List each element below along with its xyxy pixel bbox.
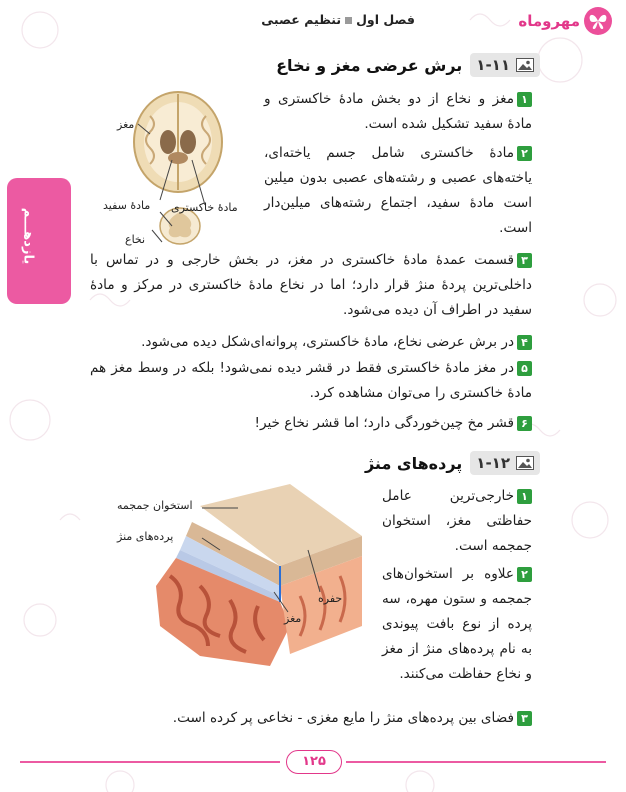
item-text: در برش عرضی نخاع، مادهٔ خاکستری، پروانه‌ای‌شکل دیده می‌شود. xyxy=(141,334,514,350)
brand-logo xyxy=(518,7,612,35)
item-text: قشر مخ چین‌خوردگی دارد؛ اما قشر نخاع خیر! xyxy=(254,415,514,431)
s1-item-5 xyxy=(90,356,532,406)
page-number: ۱۲۵ xyxy=(286,750,342,774)
label-meninges: پرده‌های منژ xyxy=(117,530,174,543)
s1-item-1 xyxy=(264,87,532,137)
figure-2-leader-lines xyxy=(180,500,343,630)
header-brand xyxy=(518,6,612,36)
footer-line-left xyxy=(20,761,280,763)
s2-item-2 xyxy=(382,562,532,687)
section-heading-1 xyxy=(276,53,540,77)
section-number-box xyxy=(470,451,540,475)
item-text: فضای بین پرده‌های منژ را مایع مغزی - نخاعی پر کرده است. xyxy=(172,710,514,726)
label-cavity: حفره xyxy=(318,592,343,605)
item-number-badge: ۲ xyxy=(517,567,532,582)
item-text: مغز و نخاع از دو بخش مادهٔ خاکستری و مادهٔ سفید تشکیل شده است. xyxy=(264,91,532,132)
brand-name: مهروماه xyxy=(518,12,580,30)
label-brain-2: مغز xyxy=(284,612,302,625)
s1-item-6 xyxy=(90,411,532,436)
breadcrumb xyxy=(215,12,415,27)
item-number-badge: ۶ xyxy=(517,416,532,431)
label-brain: مغز xyxy=(117,118,135,131)
s2-item-1 xyxy=(382,484,532,559)
footer-line-right xyxy=(346,761,606,763)
breadcrumb-separator-icon xyxy=(345,17,352,24)
item-number-badge: ۲ xyxy=(517,146,532,161)
s2-item-3 xyxy=(90,706,532,731)
s1-item-4 xyxy=(90,330,532,355)
item-number-badge: ۳ xyxy=(517,253,532,268)
label-gray-matter: مادهٔ خاکستری xyxy=(171,201,238,214)
butterfly-icon xyxy=(584,7,612,35)
label-spinal-cord: نخاع xyxy=(125,233,146,246)
s1-item-3 xyxy=(90,248,532,323)
side-tab-label: یازدهـــم xyxy=(20,207,36,265)
item-text: علاوه بر استخوان‌های جمجمه و ستون مهره، سه پرده از نوع بافت پیوندی به نام پرده‌های منژ از مغز و نخاع حفاظت می‌کنند. xyxy=(382,566,532,682)
label-white-matter: مادهٔ سفید xyxy=(103,199,151,212)
item-number-badge: ۵ xyxy=(517,361,532,376)
item-text: مادهٔ خاکستری شامل جسم یاخته‌ای، یاخته‌های عصبی و رشته‌های عصبی بدون میلین است مادهٔ سفید، اجتماع رشته‌های میلین‌دار است. xyxy=(264,145,532,236)
section-title: برش عرضی مغز و نخاع xyxy=(276,55,463,75)
section-number: ۱-۱۱ xyxy=(476,56,510,74)
section-number-box xyxy=(470,53,540,77)
item-number-badge: ۴ xyxy=(517,335,532,350)
section-number: ۱-۱۲ xyxy=(476,454,510,472)
label-skull: استخوان جمجمه xyxy=(117,499,193,512)
s1-item-2 xyxy=(264,141,532,241)
item-number-badge: ۳ xyxy=(517,711,532,726)
side-tab xyxy=(7,178,71,304)
item-text: در مغز مادهٔ خاکستری فقط در قشر دیده نمی‌شود! بلکه در وسط مغز هم مادهٔ خاکستری را می‌توان مشاهده کرد. xyxy=(90,360,532,401)
item-number-badge: ۱ xyxy=(517,489,532,504)
breadcrumb-topic: تنظیم عصبی xyxy=(261,12,342,27)
item-text: قسمت عمدهٔ مادهٔ خاکستری در مغز، در بخش خارجی و در تماس با داخلی‌ترین پردهٔ منژ قرار دارد؛ اما در نخاع مادهٔ خاکستری در مرکز و مادهٔ سفید در اطراف آن دیده می‌شود. xyxy=(90,252,532,318)
item-text: خارجی‌ترین عامل حفاظتی مغز، استخوان جمجمه است. xyxy=(382,488,532,554)
image-icon xyxy=(516,456,534,470)
image-icon xyxy=(516,58,534,72)
breadcrumb-chapter: فصل اول xyxy=(356,12,415,27)
section-title: پرده‌های منژ xyxy=(364,453,463,473)
section-heading-2 xyxy=(365,451,540,475)
item-number-badge: ۱ xyxy=(517,92,532,107)
